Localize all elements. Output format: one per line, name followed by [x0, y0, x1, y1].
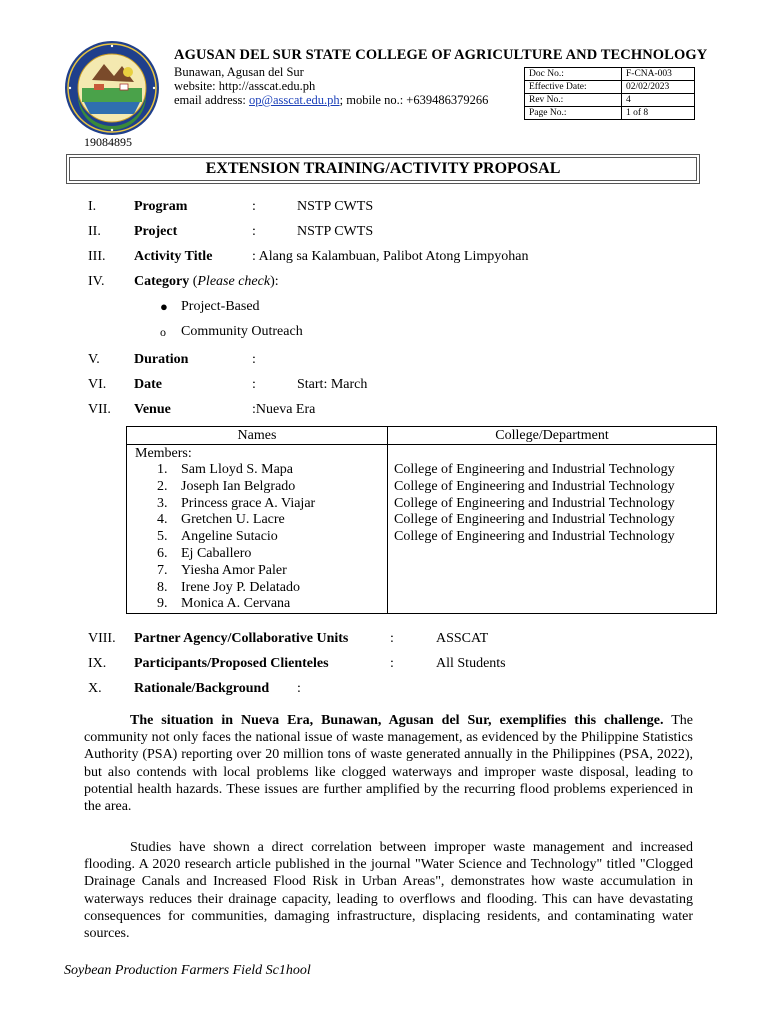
- field-label: Duration: [134, 352, 189, 367]
- field-program: [0, 198, 700, 216]
- field-category: [0, 273, 700, 291]
- doc-control-key: Doc No.:: [525, 68, 622, 81]
- field-label: Venue: [134, 402, 171, 417]
- field-label: [134, 273, 279, 291]
- field-number: I.: [88, 199, 97, 214]
- list-item: [127, 529, 387, 546]
- field-label: Participants/Proposed Clienteles: [134, 656, 329, 671]
- list-item: [127, 462, 387, 479]
- field-label: Project: [134, 224, 178, 239]
- field-number: III.: [88, 249, 106, 264]
- member-name: Angeline Sutacio: [181, 529, 278, 545]
- field-value: NSTP CWTS: [297, 224, 374, 239]
- department-list: [388, 445, 716, 546]
- mobile-number: ; mobile no.: +639486379266: [339, 93, 489, 107]
- doc-control-key: Rev No.:: [525, 94, 622, 107]
- field-value: NSTP CWTS: [297, 199, 374, 214]
- doc-control-value: 1 of 8: [622, 107, 695, 120]
- field-colon: :: [297, 681, 301, 696]
- list-item: [127, 512, 387, 529]
- list-item: College of Engineering and Industrial Technology: [394, 495, 675, 511]
- list-item: College of Engineering and Industrial Technology: [394, 529, 675, 545]
- college-website: website: http://asscat.edu.ph: [174, 79, 316, 93]
- category-label: Category: [134, 274, 190, 289]
- selected-bullet-icon: ●: [160, 299, 168, 314]
- field-colon: :: [252, 224, 256, 239]
- field-number: V.: [88, 352, 100, 367]
- paragraph-body: The community not only faces the national issue of waste management, as evidenced by the Philippine Statistics Authority (PSA) reporting over 20 million tons of waste generated annually in the Philippines (PSA, 2022), but also contends with local problems like clogged waterways and improper waste disposal, leading to potential health hazards. These issues are further amplified by the recurring flood problems experienced in the area.: [84, 713, 693, 815]
- member-name: Joseph Ian Belgrado: [181, 478, 296, 494]
- members-table-header: [127, 427, 717, 445]
- member-name: Gretchen U. Lacre: [181, 512, 285, 528]
- category-paren-open: (: [189, 274, 198, 289]
- names-cell: [127, 445, 388, 614]
- field-number: II.: [88, 224, 101, 239]
- doc-control-value: 4: [622, 94, 695, 107]
- title-box: [66, 154, 700, 184]
- field-value: : Alang sa Kalambuan, Palibot Atong Limpyohan: [252, 249, 529, 264]
- field-number: VI.: [88, 377, 107, 392]
- field-number: X.: [88, 681, 102, 696]
- field-activity-title: [0, 248, 700, 266]
- member-name: Yiesha Amor Paler: [181, 562, 287, 578]
- member-number: 6.: [157, 545, 168, 561]
- list-item: [127, 563, 387, 580]
- field-number: IV.: [88, 274, 105, 289]
- category-option-project-based[interactable]: [0, 298, 700, 316]
- contact-line: [174, 93, 488, 108]
- field-number: IX.: [88, 656, 107, 671]
- field-rationale: [0, 680, 700, 698]
- members-label: Members:: [135, 446, 192, 461]
- member-number: 5.: [157, 529, 168, 545]
- rationale-paragraph-2: Studies have shown a direct correlation between improper waste management and increased flooding. A 2020 research article published in the journal "Water Science and Technology" titled "Clogged Drainage Canals and Increased Flood Risk in Urban Areas", demonstrates how waste accumulation in waterways reduces their drainage capacity, leading to overflows and flooding. This can have devastating consequences for communities, damaging infrastructure, displacing residents, and contaminating water sources.: [84, 840, 693, 942]
- category-paren-close: ):: [270, 274, 279, 289]
- field-colon: :: [252, 199, 256, 214]
- email-prefix: email address:: [174, 93, 249, 107]
- doc-no-row: [525, 68, 695, 81]
- member-number: 2.: [157, 478, 168, 494]
- field-label: Program: [134, 199, 188, 214]
- unselected-bullet-icon: o: [160, 325, 166, 339]
- members-table-body: [127, 445, 717, 614]
- field-colon: :: [390, 656, 394, 671]
- member-number: 3.: [157, 495, 168, 511]
- list-item: [127, 496, 387, 513]
- field-duration: [0, 351, 700, 369]
- rationale-paragraph-1: [84, 712, 693, 815]
- field-project: [0, 223, 700, 241]
- field-venue: [0, 401, 700, 419]
- field-label: Activity Title: [134, 249, 213, 264]
- option-label: Project-Based: [181, 299, 260, 314]
- document-control-table: [524, 67, 695, 120]
- field-value: Start: March: [297, 377, 368, 392]
- member-name: Princess grace A. Viajar: [181, 495, 316, 511]
- list-item: College of Engineering and Industrial Technology: [394, 478, 675, 494]
- doc-control-value: 02/02/2023: [622, 81, 695, 94]
- member-name: Sam Lloyd S. Mapa: [181, 462, 293, 477]
- document-code-number: 19084895: [84, 135, 132, 149]
- field-label: Date: [134, 377, 162, 392]
- member-number: 4.: [157, 512, 168, 528]
- member-number: 9.: [157, 596, 168, 612]
- field-number: VII.: [88, 402, 111, 417]
- field-date: [0, 376, 700, 394]
- page-no-row: [525, 107, 695, 120]
- member-number: 7.: [157, 562, 168, 578]
- field-participants: [0, 655, 700, 673]
- rev-no-row: [525, 94, 695, 107]
- member-number: 1.: [157, 462, 168, 477]
- column-header-college: College/Department: [388, 427, 717, 445]
- field-value: All Students: [436, 656, 506, 671]
- member-name: Irene Joy P. Delatado: [181, 579, 300, 595]
- list-item: [127, 479, 387, 496]
- paragraph-lead: The situation in Nueva Era, Bunawan, Agusan del Sur, exemplifies this challenge.: [130, 713, 664, 728]
- college-address: Bunawan, Agusan del Sur: [174, 65, 304, 79]
- list-item: [127, 546, 387, 563]
- field-label: Partner Agency/Collaborative Units: [134, 631, 349, 646]
- email-link[interactable]: op@asscat.edu.ph: [248, 93, 340, 107]
- field-number: VIII.: [88, 631, 116, 646]
- effective-date-row: [525, 81, 695, 94]
- option-label: Community Outreach: [181, 324, 303, 339]
- field-colon: :: [390, 631, 394, 646]
- field-value: ASSCAT: [436, 631, 489, 646]
- field-partner-agency: [0, 630, 700, 648]
- member-name: Ej Caballero: [181, 545, 252, 561]
- college-name: AGUSAN DEL SUR STATE COLLEGE OF AGRICULTURE AND TECHNOLOGY: [174, 47, 708, 63]
- field-colon: :: [252, 377, 256, 392]
- list-item: College of Engineering and Industrial Technology: [394, 462, 675, 477]
- member-name: Monica A. Cervana: [181, 596, 291, 612]
- category-hint: Please check: [197, 274, 271, 289]
- doc-control-value: F-CNA-003: [622, 68, 695, 81]
- document-title: EXTENSION TRAINING/ACTIVITY PROPOSAL: [69, 157, 697, 181]
- college-cell: [388, 445, 717, 614]
- list-item: [127, 596, 387, 613]
- doc-control-key: Page No.:: [525, 107, 622, 120]
- members-list: [127, 462, 387, 613]
- list-item: [127, 580, 387, 597]
- category-option-community-outreach[interactable]: [0, 323, 700, 341]
- member-number: 8.: [157, 579, 168, 595]
- college-seal-logo: [64, 40, 160, 136]
- doc-control-key: Effective Date:: [525, 81, 622, 94]
- field-label: Rationale/Background: [134, 681, 270, 696]
- column-header-names: Names: [127, 427, 388, 445]
- page-footer: Soybean Production Farmers Field Sc1hool: [64, 963, 311, 978]
- field-value: :Nueva Era: [252, 402, 316, 417]
- list-item: College of Engineering and Industrial Technology: [394, 512, 675, 528]
- field-colon: :: [252, 352, 256, 367]
- members-table: [126, 426, 717, 614]
